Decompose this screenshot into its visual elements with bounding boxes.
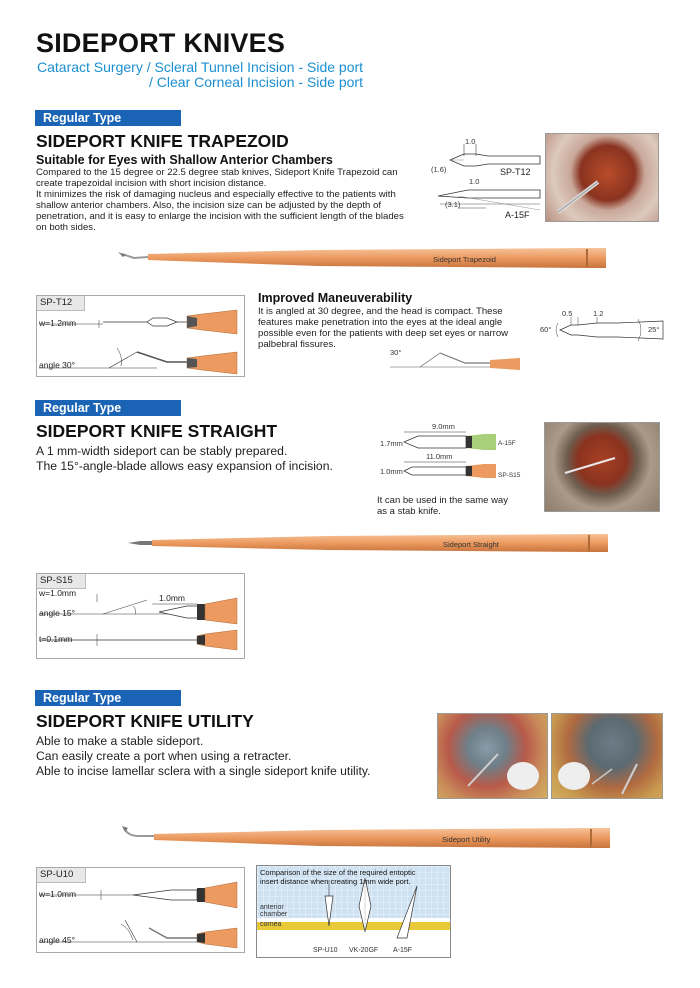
surgical-photo-utility-2 [551, 713, 663, 799]
handle-drawing [118, 244, 618, 272]
tip-left-angle: 60° [540, 325, 552, 334]
layer-label: chamber [260, 911, 288, 918]
retractor-drawing [438, 714, 547, 798]
top-model: A-15F [498, 440, 516, 447]
top-model: SP-T12 [500, 167, 531, 177]
caption-line: as a stab knife. [377, 506, 441, 517]
cornea-label: cornea [260, 921, 282, 928]
regular-type-badge: Regular Type [35, 690, 181, 706]
desc-line: Able to incise lamellar sclera with a single sideport knife utility. [36, 764, 371, 778]
spec-model-tab: SP-U10 [37, 868, 86, 883]
model-sp-u10: SP-U10 [313, 947, 338, 954]
regular-type-badge: Regular Type [35, 400, 181, 416]
spec-box-sp-s15 [36, 573, 245, 659]
spec-model-tab: SP-T12 [37, 296, 85, 311]
bottom-dim: 1.0 [469, 177, 480, 186]
spec-box-sp-t12 [36, 295, 245, 377]
comparison-caption [260, 868, 416, 886]
caption-line: It can be used in the same way [377, 495, 508, 506]
spec-blade-width: 1.0mm [159, 593, 185, 603]
desc-line: features make penetration into the eyes at the ideal angle [258, 317, 503, 328]
top-dim: 1.0 [465, 137, 476, 146]
desc-line: A 1 mm-width sideport can be stably prepared. [36, 444, 288, 458]
surgical-photo-utility-1 [437, 713, 548, 799]
desc-line: The 15°-angle-blade allows easy expansion of incision. [36, 459, 333, 473]
spec-drawing [37, 574, 244, 658]
spec-drawing [37, 296, 244, 376]
bottom-length: 11.0mm [426, 452, 453, 461]
desc-line: It minimizes the risk of damaging nucleus and especially effective to the patients with [36, 189, 396, 200]
handle-label: Sideport Straight [443, 540, 499, 549]
knife-in-eye-drawing [552, 714, 662, 798]
trapezoid-blade-comparison [428, 134, 540, 224]
handle-drawing [120, 824, 620, 852]
tip-right-angle: 25° [648, 325, 660, 334]
top-length: 9.0mm [432, 422, 455, 431]
maneuverability-title: Improved Maneuverability [258, 291, 413, 305]
tip-dim-a: 0.5 [562, 309, 573, 318]
regular-type-badge: Regular Type [35, 110, 181, 126]
bottom-model: SP-S15 [498, 472, 521, 479]
spec-angle: angle 45° [39, 935, 76, 945]
model-a-15f: A-15F [393, 947, 413, 954]
desc-line: Able to make a stable sideport. [36, 734, 204, 748]
desc-line: palbebral fissures. [258, 339, 336, 350]
spec-box-sp-u10 [36, 867, 245, 953]
model-vk-20gf: VK-20GF [349, 947, 379, 954]
trapezoid-title: SIDEPORT KNIFE TRAPEZOID [36, 131, 289, 151]
desc-line: Can easily create a port when using a retracter. [36, 749, 292, 763]
trapezoid-subtitle: Suitable for Eyes with Shallow Anterior Chambers [36, 153, 333, 167]
tip-dim-b: 1.2 [593, 309, 604, 318]
entoptic-distance-comparison [256, 865, 451, 958]
knife-in-eye-drawing [545, 423, 659, 511]
desc-line: shallow anterior chambers. Also, the incision size can be adjusted by the depth of [36, 200, 382, 211]
anterior-chamber-label [260, 904, 287, 918]
caption-line: insert distance when creating 1mm wide port. [260, 877, 411, 886]
page-subtitle-line2: / Clear Corneal Incision - Side port [149, 74, 363, 90]
trapezoid-description [36, 167, 431, 233]
trapezoid-knife-handle [118, 244, 618, 272]
surgical-photo-trapezoid [545, 133, 659, 222]
desc-line: on both sides. [36, 222, 96, 233]
utility-description [36, 734, 416, 779]
desc-line: It is angled at 30 degree, and the head is compact. These [258, 306, 503, 317]
desc-line: possible even for the patients with deep set eyes or narrow [258, 328, 509, 339]
utility-title: SIDEPORT KNIFE UTILITY [36, 711, 254, 731]
page-subtitle-line1: Cataract Surgery / Scleral Tunnel Incision - Side port [37, 59, 364, 75]
maneuverability-description [258, 306, 548, 350]
page-title: SIDEPORT KNIVES [36, 28, 286, 58]
spec-thickness: t=0.1mm [39, 634, 73, 644]
spec-model-tab: SP-S15 [37, 574, 86, 589]
knife-in-eye-drawing [546, 134, 658, 221]
straight-title: SIDEPORT KNIFE STRAIGHT [36, 421, 278, 441]
desc-line: create trapezoidal incision with short incision distance. [36, 178, 267, 189]
tip-dimension-drawing [538, 305, 663, 355]
spec-width: w=1.2mm [39, 318, 77, 328]
straight-caption [377, 495, 508, 517]
utility-knife-handle [120, 824, 620, 852]
surgical-photo-straight [544, 422, 660, 512]
bottom-side: (3.1) [445, 200, 461, 209]
caption-line: Comparison of the size of the required entoptic [260, 868, 416, 877]
spec-angle: angle 15° [39, 608, 76, 618]
spec-drawing [37, 868, 244, 952]
maneuver-angle-drawing [380, 345, 520, 375]
top-side: (1.6) [431, 165, 447, 174]
bottom-model: A-15F [505, 210, 530, 220]
bottom-width: 1.0mm [380, 467, 403, 476]
spec-angle: angle 30° [39, 360, 76, 370]
straight-description [36, 444, 376, 474]
spec-width: w=1.0mm [39, 588, 77, 598]
handle-drawing [128, 530, 618, 556]
straight-blade-comparison [374, 418, 534, 494]
maneuver-angle: 30° [390, 348, 402, 357]
desc-line: Compared to the 15 degree or 22.5 degree stab knives, Sideport Knife Trapezoid can [36, 167, 398, 178]
top-width: 1.7mm [380, 439, 403, 448]
handle-label: Sideport Utility [442, 835, 491, 844]
handle-label: Sideport Trapezoid [433, 255, 496, 264]
straight-knife-handle [128, 530, 618, 556]
layer-label: anterior [260, 904, 284, 911]
spec-width: w=1.0mm [39, 889, 77, 899]
desc-line: penetration, and it is easy to enlarge the incision with the sufficient length of the blades [36, 211, 404, 222]
